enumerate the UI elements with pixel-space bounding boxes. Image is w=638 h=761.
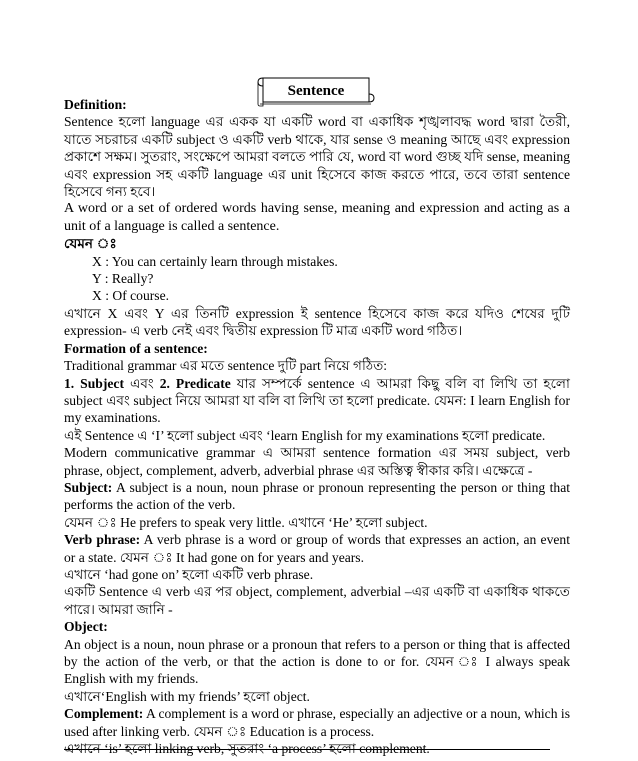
- verb-phrase-term: Verb phrase:: [64, 532, 141, 548]
- definition-bangla: Sentence হলো language এর একক যা একটি word বা একাধিক শৃঙ্খলাবদ্ধ word দ্বারা তৈরী, যাতে সচরাচর একটি subject ও একটি verb থাকে, যার sense ও meaning আছে এবং expression প্রকাশে সক্ষম। সুতরাং, সংক্ষেপে আমরা বলতে পারি যে, word বা word গুচ্ছ যদি sense, meaning এবং expression সহ একটি language এর unit হিসেবে কাজ করতে পারে, তবে তারা sentence হিসেবে গন্য হবে।: [64, 114, 570, 200]
- verb-phrase-text: A verb phrase is a word or group of words that expresses an action, an event or a state. যেমন ঃ It had gone on for years and years.: [64, 532, 570, 565]
- page-title: Sentence: [287, 82, 345, 99]
- object-example: এখানে‘English with my friends’ হলো object.: [64, 688, 310, 704]
- object-definition: An object is a noun, noun phrase or a pronoun that refers to a person or thing that is affected by the action of the verb, or that the action is done to or for. যেমন ঃ I always speak English with my friends.: [64, 636, 570, 687]
- subject-definition: [64, 479, 570, 514]
- complement-definition: [64, 705, 570, 740]
- example-line: X : Of course.: [92, 288, 170, 304]
- formation-line: Traditional grammar এর মতে sentence দুটি part নিয়ে গঠিত:: [64, 358, 388, 374]
- complement-term: Complement:: [64, 706, 144, 722]
- formation-parts: [64, 375, 570, 427]
- example-line: X : You can certainly learn through mistakes.: [92, 253, 338, 269]
- definition-explanation: এখানে X এবং Y এর তিনটি expression ই sentence হিসেবে কাজ করে যদিও শেষের দুটি expression- এ verb নেই এবং দ্বিতীয় expression টি মাত্র একটি word গঠিত।: [64, 305, 570, 339]
- object-heading: Object:: [64, 619, 108, 635]
- definition-heading: Definition:: [64, 97, 127, 112]
- definition-english: A word or a set of ordered words having sense, meaning and expression and acting as a unit of a language is called a sentence.: [64, 201, 570, 234]
- formation-line: এই Sentence এ ‘I’ হলো subject এবং ‘learn English for my examinations হলো predicate.: [64, 427, 546, 443]
- formation-line: Modern communicative grammar এ আমরা sentence formation এর সময় subject, verb phrase, object, complement, adverb, adverbial phrase এর অস্তিত্ব স্বীকার করি। এক্ষেত্রে -: [64, 445, 570, 478]
- footer-divider: [64, 749, 550, 750]
- complement-example: এখানে ‘is’ হলো linking verb, সুতরাং ‘a process’ হলো complement.: [64, 741, 430, 757]
- parts-connector: এবং: [124, 375, 160, 391]
- verb-phrase-note: একটি Sentence এ verb এর পর object, complement, adverbial –এর একটি বা একাধিক থাকতে পারে। আমরা জানি -: [64, 584, 570, 617]
- verb-phrase-example: এখানে ‘had gone on’ হলো একটি verb phrase.: [64, 566, 314, 582]
- subject-part-label: 1. Subject: [64, 375, 124, 391]
- parts-description: যার সম্পর্কে sentence এ আমরা কিছু বলি বা লিখি তা হলো subject এবং subject নিয়ে আমরা যা বলি বা লিখি তা হলো predicate. যেমন: I learn English for my examinations.: [64, 375, 570, 426]
- verb-phrase-definition: [64, 531, 570, 566]
- subject-example: যেমন ঃ He prefers to speak very little. এখানে ‘He’ হলো subject.: [64, 514, 428, 530]
- predicate-part-label: 2. Predicate: [159, 375, 231, 391]
- subject-text: A subject is a noun, noun phrase or pronoun representing the person or thing that performs the action of the verb.: [64, 479, 570, 513]
- example-line: Y : Really?: [92, 271, 154, 287]
- complement-text: A complement is a word or phrase, especially an adjective or a noun, which is used after linking verb. যেমন ঃ Education is a process.: [64, 706, 570, 739]
- subject-term: Subject:: [64, 479, 113, 495]
- document-body: [64, 96, 570, 757]
- example-label: যেমন ঃ: [64, 236, 117, 252]
- formation-heading: Formation of a sentence:: [64, 340, 208, 356]
